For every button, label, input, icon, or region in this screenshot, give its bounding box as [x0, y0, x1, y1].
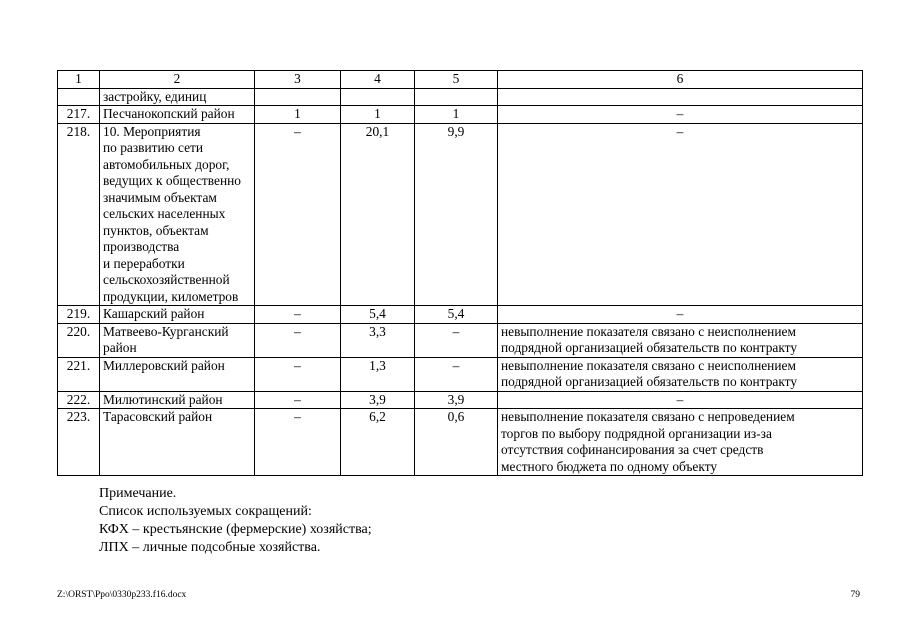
- cell-line: 3,9: [369, 391, 386, 407]
- table-row: [58, 106, 863, 124]
- table-row: [58, 123, 863, 306]
- cell-line: Милютинский район: [103, 391, 223, 407]
- cell-line: 1,3: [369, 357, 386, 373]
- row-name: [100, 409, 255, 476]
- row-col3: [255, 306, 341, 324]
- cell-line: –: [676, 306, 684, 321]
- cell-line: –: [676, 391, 684, 407]
- cell-line: Песчанокопский район: [103, 106, 235, 121]
- cell-line: Кашарский район: [103, 306, 205, 321]
- row-note: [498, 409, 863, 476]
- cell-line: Миллеровский район: [103, 357, 225, 373]
- data-table: [57, 70, 863, 476]
- cell-line: –: [294, 357, 301, 373]
- table-row: [58, 409, 863, 476]
- header-cell-3: 3: [255, 71, 341, 89]
- cell-line: автомобильных дорог,: [103, 156, 230, 172]
- cell-line: 9,9: [447, 123, 465, 139]
- row-name: [100, 306, 255, 324]
- row-col4: [341, 323, 415, 357]
- cell-line: и переработки: [103, 255, 185, 271]
- continuation-row: [58, 88, 863, 106]
- cell-line: 219.: [66, 306, 91, 321]
- row-col3: [255, 323, 341, 357]
- row-col4: [341, 106, 415, 124]
- cell-line: –: [294, 123, 301, 139]
- cell-line: 217.: [66, 106, 91, 121]
- row-note: [498, 123, 863, 306]
- header-row: [58, 71, 863, 89]
- cell-line: 218.: [66, 123, 91, 139]
- row-col5: [415, 123, 498, 306]
- header-cell-4: 4: [341, 71, 415, 89]
- cell-line: 1: [452, 106, 460, 121]
- row-number: [58, 306, 100, 324]
- row-col4: [341, 123, 415, 306]
- cell-line: 3,3: [369, 323, 386, 339]
- row-col3: [255, 391, 341, 409]
- cell-line: отсутствия софинансирования за счет средств: [501, 442, 764, 457]
- row-col3: [255, 88, 341, 106]
- cell-line: Тарасовский район: [103, 409, 213, 424]
- row-note: [498, 106, 863, 124]
- row-col4: [341, 391, 415, 409]
- row-col5: [415, 306, 498, 324]
- cell-line: 220.: [66, 323, 91, 339]
- row-number: [58, 106, 100, 124]
- cell-line: 1: [374, 106, 381, 121]
- row-col5: [415, 409, 498, 476]
- cell-line: –: [676, 106, 684, 121]
- row-number: [58, 409, 100, 476]
- cell-line: ведущих к общественно: [103, 173, 241, 188]
- table-row: [58, 357, 863, 391]
- row-col4: [341, 409, 415, 476]
- header-cell-5: 5: [415, 71, 498, 89]
- row-name: [100, 323, 255, 357]
- cell-line: район: [103, 340, 137, 355]
- cell-line: подрядной организацией обязательств по контракту: [501, 340, 798, 355]
- cell-line: производства: [103, 239, 180, 254]
- row-note: [498, 323, 863, 357]
- row-name: [100, 391, 255, 409]
- cell-line: 5,4: [369, 306, 386, 321]
- row-col3: [255, 106, 341, 124]
- row-col5: [415, 323, 498, 357]
- notes-section: [99, 485, 372, 557]
- row-col3: [255, 357, 341, 391]
- row-number: [58, 391, 100, 409]
- cell-line: невыполнение показателя связано с неисполнением: [501, 357, 796, 373]
- row-note: [498, 357, 863, 391]
- row-name: застройку, единиц: [100, 88, 255, 106]
- cell-line: 5,4: [447, 306, 465, 321]
- cell-line: Матвеево-Курганский: [103, 323, 229, 339]
- row-name: [100, 123, 255, 306]
- cell-line: сельских населенных: [103, 206, 226, 221]
- footer-file-path: Z:\ORST\Ppo\0330p233.f16.docx: [57, 590, 187, 600]
- row-col4: [341, 357, 415, 391]
- cell-line: –: [294, 391, 301, 407]
- cell-line: –: [294, 323, 301, 339]
- cell-line: –: [676, 123, 684, 139]
- cell-line: 223.: [66, 409, 91, 424]
- cell-line: 1: [294, 106, 301, 121]
- row-note: [498, 391, 863, 409]
- cell-line: 6,2: [369, 409, 386, 424]
- row-number: [58, 88, 100, 106]
- notes-heading: Примечание.: [99, 486, 177, 501]
- row-col3: [255, 409, 341, 476]
- row-note: [498, 88, 863, 106]
- notes-intro: Список используемых сокращений:: [99, 504, 312, 519]
- row-col4: [341, 306, 415, 324]
- table-body: [58, 71, 863, 476]
- cell-line: –: [452, 323, 460, 339]
- cell-line: 20,1: [365, 123, 390, 139]
- row-col4: [341, 88, 415, 106]
- row-number: [58, 357, 100, 391]
- cell-line: невыполнение показателя связано с непроведением: [501, 409, 795, 424]
- row-col3: [255, 123, 341, 306]
- cell-line: по развитию сети: [103, 140, 204, 155]
- notes-item: КФХ – крестьянские (фермерские) хозяйства;: [99, 522, 372, 537]
- row-name: [100, 106, 255, 124]
- cell-line: подрядной организацией обязательств по контракту: [501, 374, 798, 389]
- row-col5: [415, 391, 498, 409]
- cell-line: –: [452, 357, 460, 373]
- cell-line: местного бюджета по одному объекту: [501, 458, 718, 474]
- cell-line: –: [294, 306, 301, 321]
- cell-line: продукции, километров: [103, 288, 239, 304]
- cell-line: торгов по выбору подрядной организации из-за: [501, 425, 772, 441]
- row-col5: [415, 106, 498, 124]
- row-number: [58, 323, 100, 357]
- row-note: [498, 306, 863, 324]
- cell-line: значимым объектам: [103, 189, 217, 205]
- table-row: [58, 323, 863, 357]
- cell-line: 10. Мероприятия: [103, 123, 201, 139]
- page-number: 79: [850, 590, 860, 600]
- cell-line: 0,6: [447, 409, 465, 424]
- row-col5: [415, 88, 498, 106]
- row-number: [58, 123, 100, 306]
- header-cell-1: 1: [58, 71, 100, 89]
- header-cell-2: 2: [100, 71, 255, 89]
- cell-line: 3,9: [447, 391, 465, 407]
- table-row: [58, 306, 863, 324]
- header-cell-6: 6: [498, 71, 863, 89]
- cell-line: невыполнение показателя связано с неисполнением: [501, 323, 796, 339]
- cell-line: –: [294, 409, 301, 424]
- row-name: [100, 357, 255, 391]
- table-row: [58, 391, 863, 409]
- notes-item: ЛПХ – личные подсобные хозяйства.: [99, 540, 321, 555]
- cell-line: 221.: [66, 357, 91, 373]
- cell-line: сельскохозяйственной: [103, 272, 230, 287]
- row-col5: [415, 357, 498, 391]
- cell-line: пунктов, объектам: [103, 222, 209, 238]
- cell-line: 222.: [66, 391, 91, 407]
